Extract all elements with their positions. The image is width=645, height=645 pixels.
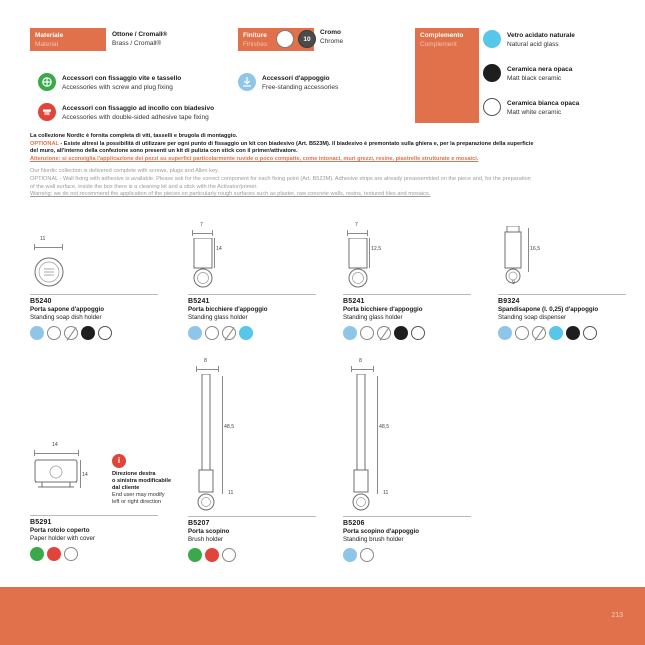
product-b5240 — [30, 236, 158, 340]
adhesive-tape-icon — [38, 103, 56, 121]
complemento-tag — [415, 28, 479, 51]
b5206-divider — [343, 516, 471, 517]
fixing-screw-plug — [38, 73, 182, 91]
b5206-code: B5206 — [343, 520, 365, 527]
glass-label-en: Natural acid glass — [507, 41, 559, 48]
b5241a-glass-svg — [190, 238, 230, 298]
product-b5207-drawing — [188, 358, 316, 516]
note-line-4 — [30, 156, 616, 164]
product-b5206 — [343, 358, 471, 562]
b5206-tick-left — [351, 366, 352, 372]
b5291-name-en: Paper holder with cover — [30, 535, 96, 542]
b5241b-tick-right — [367, 230, 368, 236]
fixing-free-standing — [238, 73, 339, 91]
notes-paragraph — [30, 133, 616, 199]
b5241b-code: B5241 — [343, 298, 365, 305]
b5241a-name-it: Porta bicchiere d'appoggio — [188, 306, 268, 313]
black-label-it: Ceramica nera opaca — [507, 66, 573, 73]
free-standing-icon — [498, 326, 512, 340]
b5241a-code: B5241 — [188, 298, 210, 305]
complemento-option-black — [483, 64, 573, 84]
cyan-circle-swatch — [483, 30, 501, 48]
b9324-dim-height: 16,5 — [530, 246, 541, 252]
b5241b-tick-left — [347, 230, 348, 236]
b5241b-glass-svg — [345, 238, 385, 298]
b5241a-tick-left — [192, 230, 193, 236]
materiale-values — [112, 30, 222, 48]
free-standing-icon — [238, 73, 256, 91]
product-b5291-drawing — [30, 440, 180, 515]
fix2-it: Accessori d'appoggio — [262, 75, 330, 82]
b5291-note-it-1: Direzione destra — [112, 471, 156, 477]
b5240-dim-width: 11 — [40, 236, 46, 242]
b5206-name-en: Standing brush holder — [343, 536, 404, 543]
black-ceramic-swatch — [81, 326, 95, 340]
b5206-brush-holder-svg — [349, 374, 389, 514]
b5291-chips — [30, 547, 180, 561]
product-b5291 — [30, 440, 180, 561]
chrome-swatch — [64, 547, 78, 561]
b5291-note-it-2: o sinistra modificabile — [112, 478, 172, 484]
slash-swatch — [64, 326, 78, 340]
b5241b-chips — [343, 326, 471, 340]
slash-swatch — [532, 326, 546, 340]
b5206-dim-height: 48,5 — [379, 424, 390, 430]
b5240-code: B5240 — [30, 298, 52, 305]
page-number: 213 — [611, 612, 623, 619]
chrome-label-it: Cromo — [320, 29, 341, 36]
b5207-name-en: Brush holder — [188, 536, 224, 543]
b5207-dim-width: 8 — [204, 358, 207, 364]
black-ceramic-swatch — [566, 326, 580, 340]
chrome-swatch — [360, 548, 374, 562]
note-line-2-text: - Esiste altresì la possibilità di utilizzare per ogni punto di fissaggio un kit con biadesivo (Art. B523M). Il biadesivo è premontato sulla ghiera e, per la preparazione della superficie — [58, 140, 534, 147]
white-ceramic-circle-swatch — [483, 98, 501, 116]
materiale-value-it: Ottone / Cromall® — [112, 31, 168, 38]
slash-swatch — [377, 326, 391, 340]
note-warning-tag: Warning: — [30, 191, 53, 198]
black-ceramic-swatch — [394, 326, 408, 340]
b5240-chips — [30, 326, 158, 340]
complemento-option-glass — [483, 30, 575, 50]
b5240-name-en: Standing soap dish holder — [30, 314, 102, 321]
b9324-chips — [498, 326, 626, 340]
b5207-name-it: Porta scopino — [188, 528, 230, 535]
b5241b-name-en: Standing glass holder — [343, 314, 403, 321]
note-line-6-text: - Wall fixing with adhesive is available. Please ask for the correct component for each fixing point (Art. B523M). Adhesive strips are already preassembled on the piece and, for the preparation — [58, 175, 531, 182]
note-line-8-text: we do not recommend the application of the pieces on particularly rough surfaces such as plaster, raw concrete walls, resins, textured tiles and mosaics. — [52, 191, 431, 198]
free-standing-icon — [30, 326, 44, 340]
adhesive-tape-icon — [205, 548, 219, 562]
b5207-dim-base: 11 — [228, 490, 234, 496]
b5241b-name-it: Porta bicchiere d'appoggio — [343, 306, 423, 313]
b5241b-dim-line — [347, 233, 367, 234]
product-b5241-a — [188, 222, 316, 340]
fix2-en: Free-standing accessories — [262, 84, 339, 91]
b5241b-dim-height: 12,5 — [371, 246, 382, 252]
fixing-adhesive — [38, 103, 215, 121]
b9324-divider — [498, 294, 626, 295]
b5291-note — [112, 454, 182, 506]
product-b5241-b-drawing — [343, 222, 471, 294]
b5240-tick-right — [62, 244, 63, 250]
note-optional-tag-en: OPTIONAL — [30, 175, 59, 182]
cyan-glass-swatch — [549, 326, 563, 340]
b5206-tick-right — [373, 366, 374, 372]
slash-swatch — [222, 326, 236, 340]
b5291-dim-width: 14 — [52, 442, 58, 448]
cyan-glass-swatch — [239, 326, 253, 340]
white-ceramic-swatch — [411, 326, 425, 340]
finiture-subtitle: Finishes — [243, 41, 268, 48]
b5207-chips — [188, 548, 316, 562]
b5291-divider — [30, 515, 158, 516]
note-line-5: Our Nordic collection is delivered complete with screws, plugs and Allen key. — [30, 168, 219, 175]
materiale-value-en: Brass / Cromall® — [112, 40, 162, 47]
chrome-swatch — [360, 326, 374, 340]
b5240-tick-left — [34, 244, 35, 250]
materiale-tag — [30, 28, 106, 51]
note-line-8 — [30, 191, 616, 199]
screw-plug-icon — [188, 548, 202, 562]
note-line-2 — [30, 141, 616, 149]
b5291-dim-line — [34, 453, 78, 454]
b5207-tick-left — [196, 366, 197, 372]
legend-complemento — [415, 28, 580, 116]
b9324-name-it: Spandisapone (l. 0,25) d'appoggio — [498, 306, 599, 313]
product-b5241-a-drawing — [188, 222, 316, 294]
free-standing-icon — [188, 326, 202, 340]
b5240-name-it: Porta sapone d'appoggio — [30, 306, 105, 313]
fix1-en: Accessories with screw and plug fixing — [62, 84, 173, 91]
b9324-dispenser-svg — [500, 226, 546, 284]
whitec-label-it: Ceramica bianca opaca — [507, 100, 580, 107]
b5291-code: B5291 — [30, 519, 52, 526]
complemento-title: Complemento — [420, 32, 464, 39]
b9324-dim-width: 9 — [512, 280, 515, 286]
b9324-name-en: Standing soap dispenser — [498, 314, 567, 321]
b9324-code: B9324 — [498, 298, 520, 305]
note-line-4-text: si sconsiglia l'applicazione dei pezzi su superfici particolarmente ruvide o poco compatte, come intonaci, muri grezzi, resine, piastrelle strutturate e mosaici. — [60, 155, 479, 162]
b5241a-dim-width: 7 — [200, 222, 203, 228]
product-b5241-b — [343, 222, 471, 340]
note-line-3: del muro, all'interno della confezione sono presenti un kit di pulizia con stick con il primer/attivatore. — [30, 148, 298, 155]
b5206-dim-line — [351, 369, 373, 370]
legend-finiture — [238, 28, 344, 51]
chrome-labels — [320, 28, 343, 46]
finiture-title: Finiture — [243, 32, 267, 39]
product-b9324 — [498, 222, 626, 340]
black-circle-swatch — [483, 64, 501, 82]
product-b9324-drawing — [498, 222, 626, 294]
b5206-chips — [343, 548, 471, 562]
b5291-note-it-3: dal cliente — [112, 485, 140, 491]
chrome-swatch — [47, 326, 61, 340]
b5207-dim-height: 48,5 — [224, 424, 235, 430]
b5207-brush-holder-svg — [194, 374, 234, 514]
white-ceramic-swatch — [98, 326, 112, 340]
b5240-soap-dish-svg — [34, 254, 84, 290]
note-line-6 — [30, 176, 616, 184]
glass-label-it: Vetro acidato naturale — [507, 32, 575, 39]
b5206-name-it: Porta scopino d'appoggio — [343, 528, 420, 535]
fix3-it: Accessori con fissaggio ad incollo con biadesivo — [62, 105, 215, 112]
product-b5240-drawing — [30, 236, 158, 294]
b5291-paper-holder-svg — [32, 458, 88, 508]
b5241a-tick-right — [212, 230, 213, 236]
note-line-1: La collezione Nordic è fornita completa di viti, tasselli e brugola di montaggio. — [30, 133, 238, 139]
complemento-subtitle: Complement — [420, 41, 457, 48]
b5207-dim-line — [196, 369, 218, 370]
adhesive-tape-icon — [47, 547, 61, 561]
b5291-tick-right — [78, 450, 79, 456]
note-attention-tag: Attenzione: — [30, 155, 61, 162]
b5240-divider — [30, 294, 158, 295]
free-standing-icon — [343, 326, 357, 340]
product-b5207 — [188, 358, 316, 562]
note-optional-tag-it: OPTIONAL — [30, 140, 59, 147]
screw-plug-icon — [30, 547, 44, 561]
b5241a-chips — [188, 326, 316, 340]
b5207-code: B5207 — [188, 520, 210, 527]
b5240-dim-line — [34, 247, 62, 248]
legend-materiale — [30, 28, 168, 51]
b5291-note-en-2: left or right direction — [112, 499, 162, 505]
product-b5206-drawing — [343, 358, 471, 516]
b5241a-dim-line — [192, 233, 212, 234]
chrome-swatch — [222, 548, 236, 562]
b5206-dim-base: 11 — [383, 490, 389, 496]
materiale-subtitle: Material — [35, 41, 59, 48]
whitec-label-en: Matt white ceramic — [507, 109, 562, 116]
chrome-swatch — [515, 326, 529, 340]
screw-plug-icon — [38, 73, 56, 91]
b5291-dim-height: 14 — [82, 472, 88, 478]
b5241a-name-en: Standing glass holder — [188, 314, 248, 321]
black-label-en: Matt black ceramic — [507, 75, 562, 82]
b5207-divider — [188, 516, 316, 517]
b5291-tick-left — [34, 450, 35, 456]
info-icon: i — [112, 454, 126, 468]
note-line-7: of the wall surface, inside the box there is a cleaning kit and a stick with the Activator/primer. — [30, 183, 258, 190]
b5206-dim-width: 8 — [359, 358, 362, 364]
chrome-label-en: Chrome — [320, 38, 344, 45]
fix3-en: Accessories with double-sided adhesive tape fixing — [62, 114, 209, 121]
b5291-note-en-1: End user may modify — [112, 492, 165, 498]
b5241a-dim-height: 14 — [216, 246, 222, 252]
page-footer — [0, 587, 645, 645]
b5241b-dim-width: 7 — [355, 222, 358, 228]
white-ceramic-swatch — [583, 326, 597, 340]
fix1-it: Accessori con fissaggio vite e tassello — [62, 75, 182, 82]
chrome-10-swatch: 10 — [298, 30, 316, 48]
b5291-name-it: Porta rotolo coperto — [30, 527, 90, 534]
materiale-title: Materiale — [35, 32, 64, 39]
legend-band — [30, 28, 618, 123]
free-standing-icon — [343, 548, 357, 562]
chrome-swatch — [205, 326, 219, 340]
b5207-tick-right — [218, 366, 219, 372]
complemento-option-white — [483, 98, 580, 118]
white-circle-swatch — [276, 30, 294, 48]
